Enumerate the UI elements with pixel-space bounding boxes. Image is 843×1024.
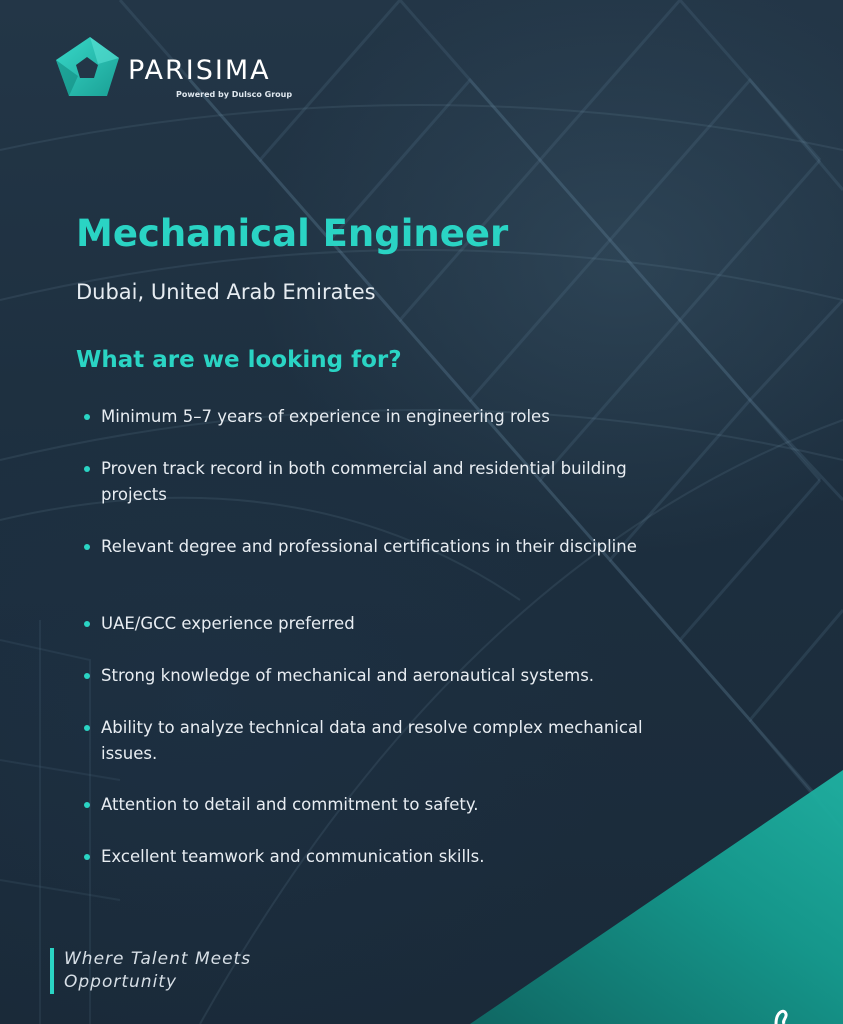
requirement-text: Relevant degree and professional certifications in their discipline	[101, 537, 637, 556]
list-item	[84, 663, 684, 689]
job-location: Dubai, United Arab Emirates	[76, 280, 376, 304]
bullet-icon	[84, 673, 90, 679]
brand-logo	[54, 36, 334, 106]
bullet-icon	[84, 725, 90, 731]
brand-name: PARISIMA	[128, 55, 271, 86]
list-item	[84, 534, 684, 560]
slogan-line-2: Opportunity	[64, 972, 178, 992]
bullet-icon	[84, 802, 90, 808]
requirement-text: Excellent teamwork and communication skills.	[101, 847, 485, 866]
requirement-text: Minimum 5–7 years of experience in engineering roles	[101, 407, 550, 426]
footer-slogan	[50, 948, 251, 994]
list-item	[84, 456, 684, 508]
pentagon-logo-icon	[54, 36, 120, 100]
bullet-icon	[84, 544, 90, 550]
requirement-text: Ability to analyze technical data and resolve complex mechanical issues.	[101, 718, 643, 763]
requirement-text: UAE/GCC experience preferred	[101, 614, 355, 633]
bullet-icon	[84, 466, 90, 472]
requirement-text: Attention to detail and commitment to safety.	[101, 795, 479, 814]
list-item	[84, 715, 684, 767]
list-item	[84, 611, 684, 637]
corner-loop-icon	[772, 1004, 796, 1024]
requirement-text: Proven track record in both commercial and residential building projects	[101, 459, 627, 504]
list-item	[84, 844, 684, 870]
bullet-icon	[84, 414, 90, 420]
requirements-heading: What are we looking for?	[76, 347, 402, 373]
list-item	[84, 792, 684, 818]
slogan-line-1: Where Talent Meets	[64, 949, 252, 969]
requirement-text: Strong knowledge of mechanical and aeronautical systems.	[101, 666, 595, 685]
job-title: Mechanical Engineer	[76, 212, 509, 255]
bullet-icon	[84, 621, 90, 627]
brand-tagline: Powered by Dulsco Group	[176, 90, 293, 99]
bullet-icon	[84, 854, 90, 860]
list-item	[84, 404, 684, 430]
